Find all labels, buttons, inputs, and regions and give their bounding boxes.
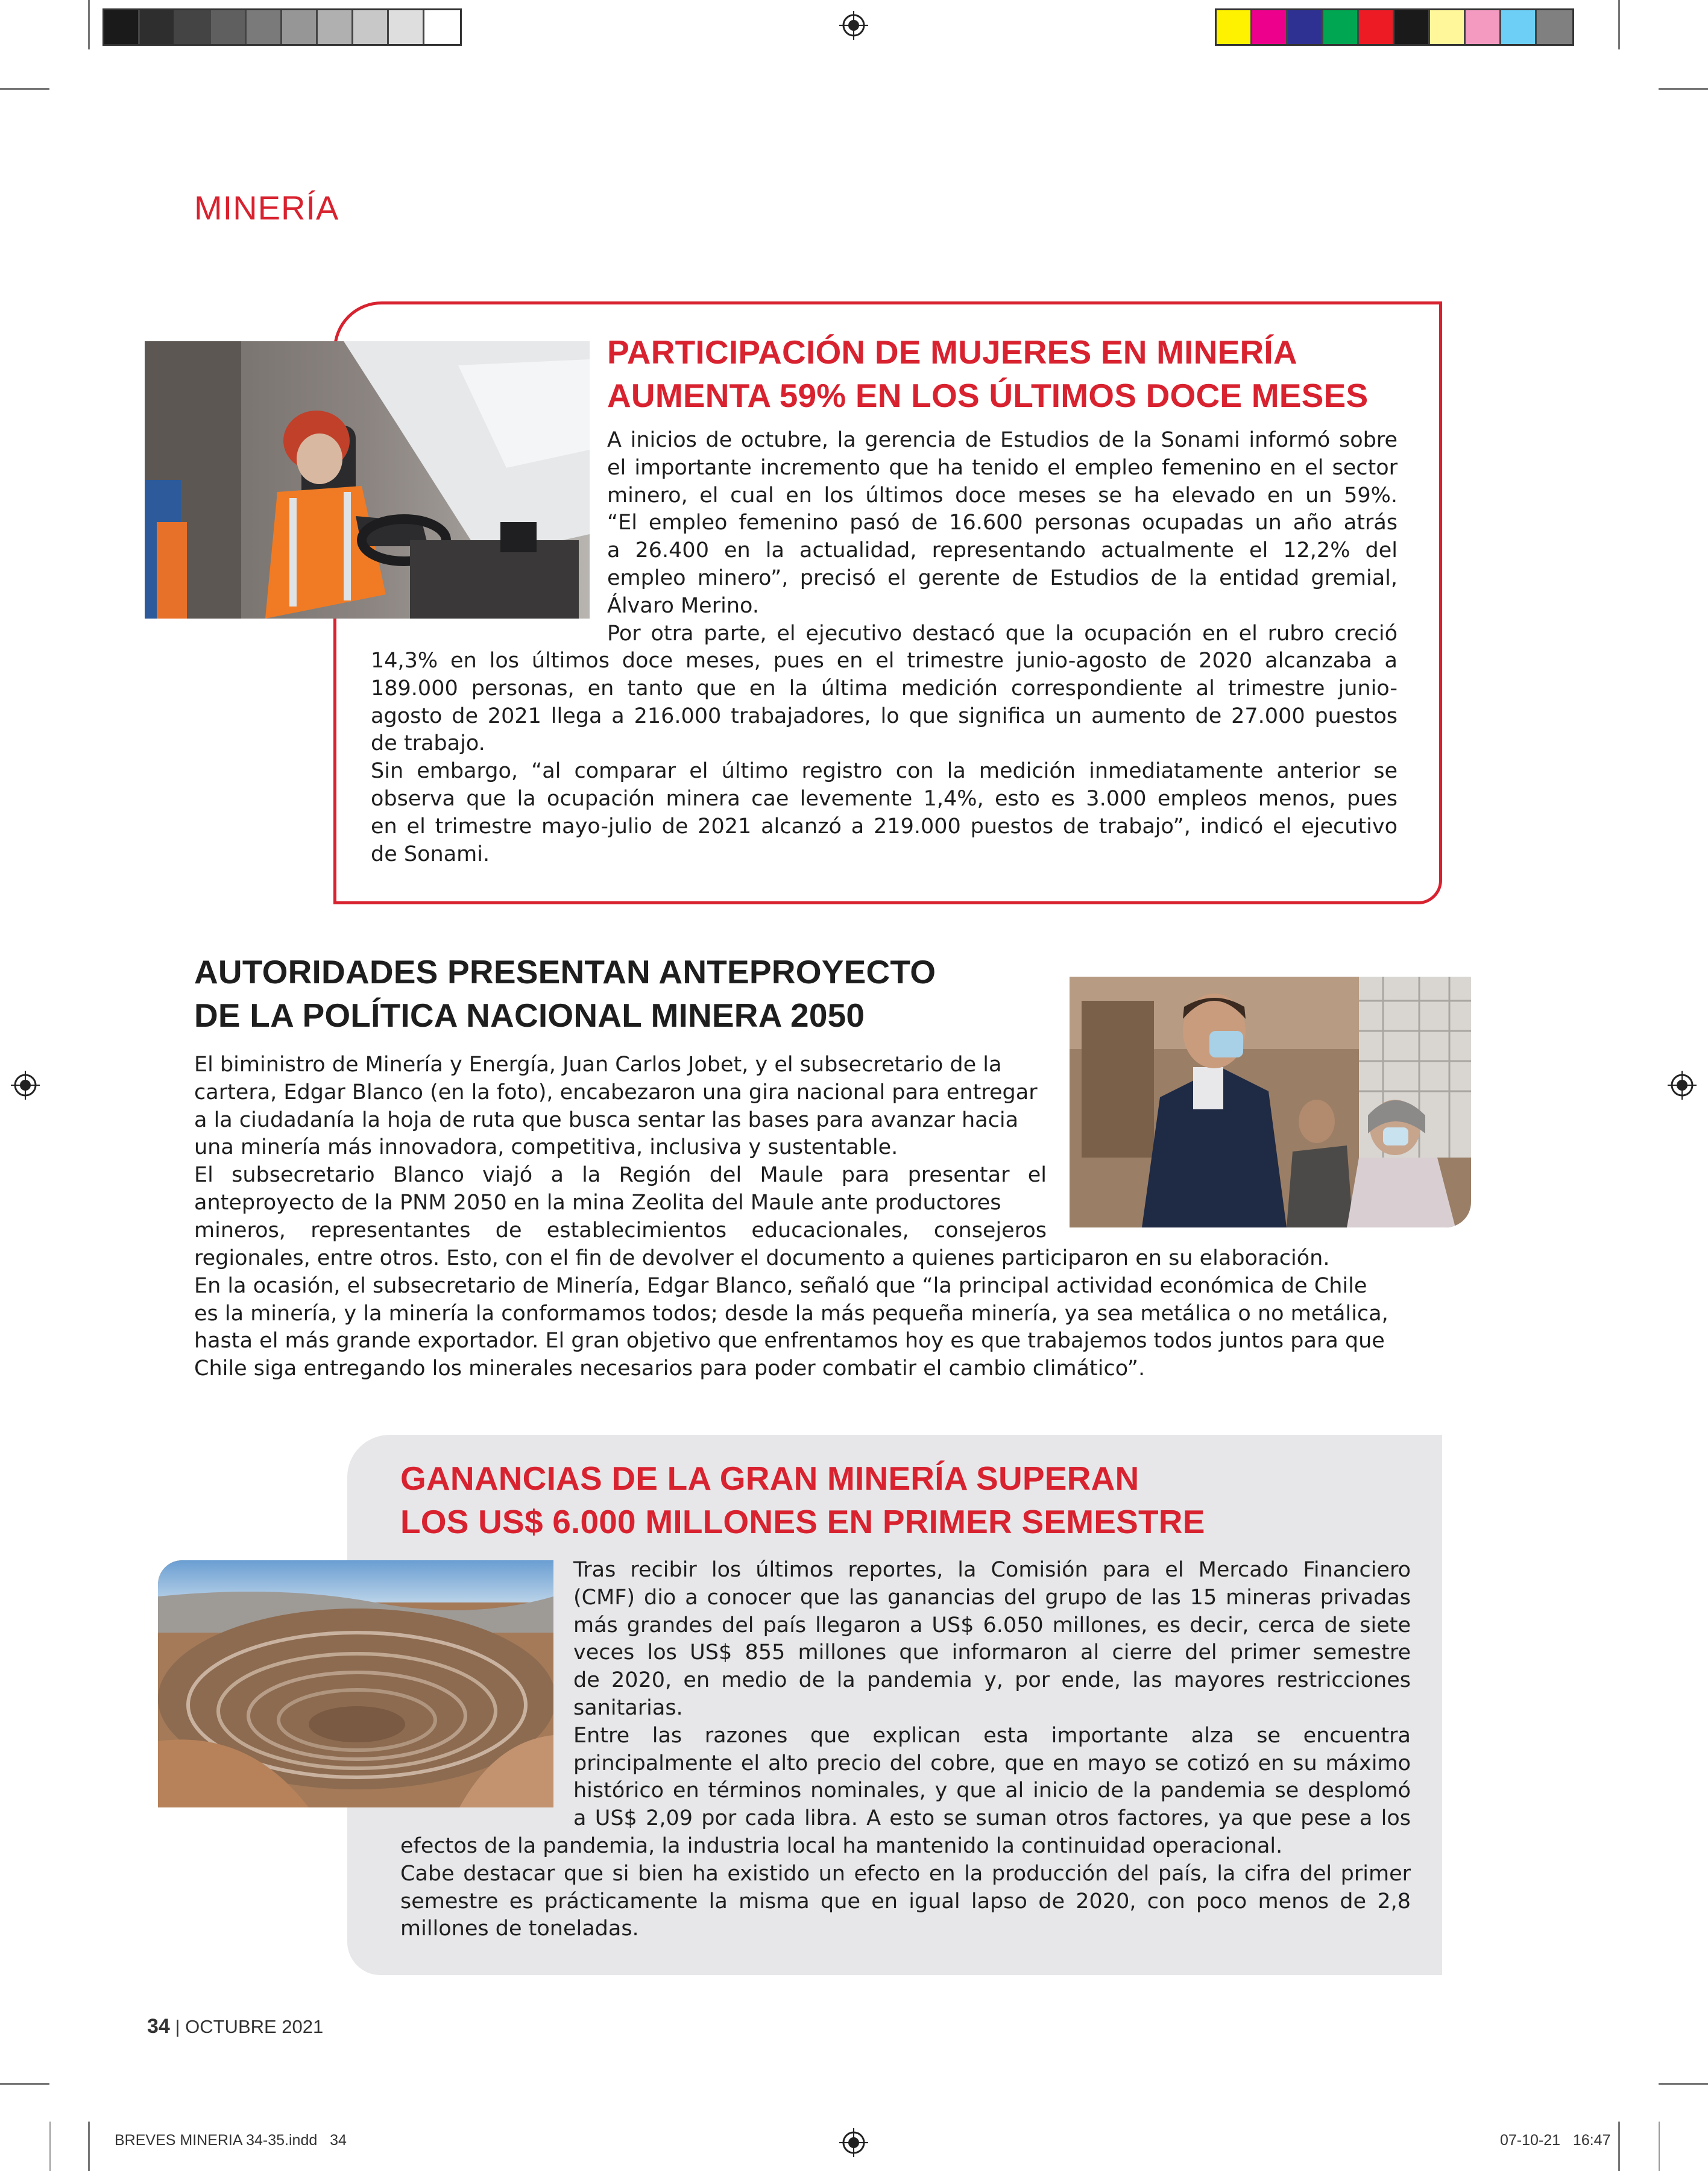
article-2-body-wrapped <box>194 1051 1047 1245</box>
text-line: a la ciudadanía la hoja de ruta que busca sentar las bases para avanzar hacia <box>194 1108 1019 1132</box>
color-swatch <box>1537 10 1572 44</box>
color-swatch <box>1288 10 1323 44</box>
text-line: 189.000 personas, en tanto que en la última medición correspondiente al trimestre junio- <box>371 676 1398 701</box>
article-1-title <box>607 330 1368 417</box>
color-swatch <box>424 10 460 44</box>
article-2-title <box>194 950 936 1037</box>
article-1-title-line: AUMENTA 59% EN LOS ÚLTIMOS DOCE MESES <box>607 377 1369 414</box>
color-swatch <box>1323 10 1359 44</box>
color-swatch <box>140 10 175 44</box>
text-line: veces los US$ 855 millones que informaron al cierre del primer semestre <box>573 1640 1411 1665</box>
article-2-photo-officials <box>1070 977 1471 1227</box>
text-line: El biministro de Minería y Energía, Juan Carlos Jobet, y el subsecretario de la <box>194 1053 1002 1077</box>
text-line: mineros, representantes de establecimientos educacionales, consejeros <box>194 1218 1047 1243</box>
crop-mark <box>1618 2122 1620 2171</box>
registration-mark-icon <box>839 11 868 40</box>
text-line: agosto de 2021 llega a 216.000 trabajadores, lo que significa un aumento de 27.000 puestos <box>371 704 1398 728</box>
text-line: en el trimestre mayo-julio de 2021 alcanzó a 219.000 puestos de trabajo”, indicó el ejecutivo <box>371 814 1398 839</box>
color-swatch <box>104 10 140 44</box>
crop-mark <box>88 0 90 49</box>
crop-mark <box>1659 2083 1708 2085</box>
text-line: de trabajo. <box>371 731 485 756</box>
text-line: a US$ 2,09 por cada libra. A esto se suman otros factores, ya que pese a los <box>573 1806 1411 1831</box>
color-swatch <box>1430 10 1466 44</box>
article-3-photo-open-pit-mine <box>158 1560 553 1807</box>
article-1-body-full <box>371 648 1398 868</box>
article-2-body-full <box>194 1245 1446 1383</box>
text-line: es la minería, y la minería la conformamos todos; desde la más pequeña minería, ya sea metálica o no metálica, <box>194 1301 1388 1326</box>
text-line: observa que la ocupación minera cae levemente 1,4%, esto es 3.000 empleos menos, pues <box>371 786 1398 811</box>
text-line: minero, el cual en los últimos doce meses se ha elevado en un 59%. <box>607 483 1398 508</box>
text-line: más grandes del país llegaron a US$ 6.050 millones, es decir, cerca de siete <box>573 1613 1411 1637</box>
article-2-title-line: DE LA POLÍTICA NACIONAL MINERA 2050 <box>194 997 865 1034</box>
text-line: “El empleo femenino pasó de 16.600 personas ocupadas un año atrás <box>607 511 1398 535</box>
section-label: MINERÍA <box>194 189 339 227</box>
crop-mark <box>0 2083 49 2085</box>
color-swatch <box>1501 10 1537 44</box>
text-line: En la ocasión, el subsecretario de Minería, Edgar Blanco, señaló que “la principal actividad económica de Chile <box>194 1273 1367 1298</box>
text-line: empleo minero”, precisó el gerente de Estudios de la entidad gremial, <box>607 566 1398 590</box>
article-3-body-wrapped <box>573 1557 1411 1833</box>
slug-divider <box>1659 2122 1660 2171</box>
text-line: Por otra parte, el ejecutivo destacó que la ocupación en el rubro creció <box>607 621 1398 646</box>
text-line: una minería más innovadora, competitiva, inclusiva y sustentable. <box>194 1135 898 1160</box>
color-swatch <box>1252 10 1288 44</box>
text-line: histórico en términos nominales, y que al inicio de la pandemia se desplomó <box>573 1779 1411 1803</box>
color-swatch <box>1466 10 1501 44</box>
text-line: sanitarias. <box>573 1695 683 1720</box>
article-1-title-line: PARTICIPACIÓN DE MUJERES EN MINERÍA <box>607 333 1297 371</box>
color-swatch <box>282 10 318 44</box>
text-line: Álvaro Merino. <box>607 593 759 618</box>
text-line: semestre es prácticamente la misma que en igual lapso de 2020, con poco menos de 2,8 <box>400 1889 1411 1914</box>
slug-divider <box>49 2122 51 2171</box>
text-line: millones de toneladas. <box>400 1917 639 1941</box>
color-swatch <box>175 10 211 44</box>
text-line: principalmente el alto precio del cobre, que en mayo se cotizó en su máximo <box>573 1751 1411 1776</box>
text-line: (CMF) dio a conocer que las ganancias del grupo de las 15 mineras privadas <box>573 1585 1411 1610</box>
process-color-bar <box>1215 8 1574 46</box>
color-swatch <box>389 10 424 44</box>
text-line: Entre las razones que explican esta importante alza se encuentra <box>573 1723 1411 1748</box>
color-swatch <box>211 10 247 44</box>
color-swatch <box>353 10 389 44</box>
crop-mark <box>88 2122 90 2171</box>
text-line: Sin embargo, “al comparar el último registro con la medición inmediatamente anterior se <box>371 759 1398 784</box>
text-line: cartera, Edgar Blanco (en la foto), encabezaron una gira nacional para entregar <box>194 1080 1038 1104</box>
color-swatch <box>1394 10 1430 44</box>
article-3-title <box>400 1457 1205 1543</box>
issue-label: | OCTUBRE 2021 <box>175 2016 324 2037</box>
color-swatch <box>318 10 353 44</box>
registration-mark-icon <box>11 1071 40 1100</box>
page-number: 34 <box>147 2015 170 2038</box>
text-line: de 2020, en medio de la pandemia y, por ende, las mayores restricciones <box>573 1668 1411 1693</box>
text-line: El subsecretario Blanco viajó a la Región del Maule para presentar el <box>194 1163 1047 1188</box>
text-line: regionales, entre otros. Esto, con el fin de devolver el documento a quienes participaron en su elaboración. <box>194 1246 1330 1270</box>
registration-mark-icon <box>1668 1071 1697 1100</box>
slug-filename: BREVES MINERIA 34-35.indd 34 <box>115 2132 347 2149</box>
color-swatch <box>1217 10 1252 44</box>
crop-mark <box>1618 0 1620 49</box>
text-line: efectos de la pandemia, la industria local ha mantenido la continuidad operacional. <box>400 1834 1283 1858</box>
article-3-title-line: GANANCIAS DE LA GRAN MINERÍA SUPERAN <box>400 1460 1139 1497</box>
text-line: 14,3% en los últimos doce meses, pues en el trimestre junio-agosto de 2020 alcanzaba a <box>371 649 1398 673</box>
registration-mark-icon <box>839 2128 868 2157</box>
color-swatch <box>1359 10 1394 44</box>
text-line: a 26.400 en la actualidad, representando actualmente el 12,2% del <box>607 538 1398 563</box>
slug-date: 07-10-21 16:47 <box>1500 2132 1611 2149</box>
text-line: hasta el más grande exportador. El gran objetivo que enfrentamos hoy es que trabajemos todos juntos para que <box>194 1329 1385 1353</box>
crop-mark <box>1659 88 1708 90</box>
crop-mark <box>0 88 49 90</box>
gray-color-bar <box>102 8 462 46</box>
color-swatch <box>247 10 282 44</box>
text-line: Cabe destacar que si bien ha existido un efecto en la producción del país, la cifra del primer <box>400 1861 1411 1886</box>
article-1-photo-truck-operator <box>145 341 590 619</box>
text-line: anteproyecto de la PNM 2050 en la mina Zeolita del Maule ante productores <box>194 1190 1001 1215</box>
article-3-title-line: LOS US$ 6.000 MILLONES EN PRIMER SEMESTRE <box>400 1503 1205 1540</box>
text-line: Tras recibir los últimos reportes, la Comisión para el Mercado Financiero <box>573 1558 1411 1582</box>
article-1-body-wrapped <box>607 427 1398 648</box>
article-3-body-full <box>400 1833 1411 1943</box>
text-line: A inicios de octubre, la gerencia de Estudios de la Sonami informó sobre <box>607 428 1398 452</box>
page-footer <box>147 2015 323 2038</box>
text-line: de Sonami. <box>371 842 490 866</box>
text-line: el importante incremento que ha tenido el empleo femenino en el sector <box>607 455 1398 480</box>
article-2-title-line: AUTORIDADES PRESENTAN ANTEPROYECTO <box>194 953 936 991</box>
text-line: Chile siga entregando los minerales necesarios para poder combatir el cambio climático”. <box>194 1356 1145 1381</box>
